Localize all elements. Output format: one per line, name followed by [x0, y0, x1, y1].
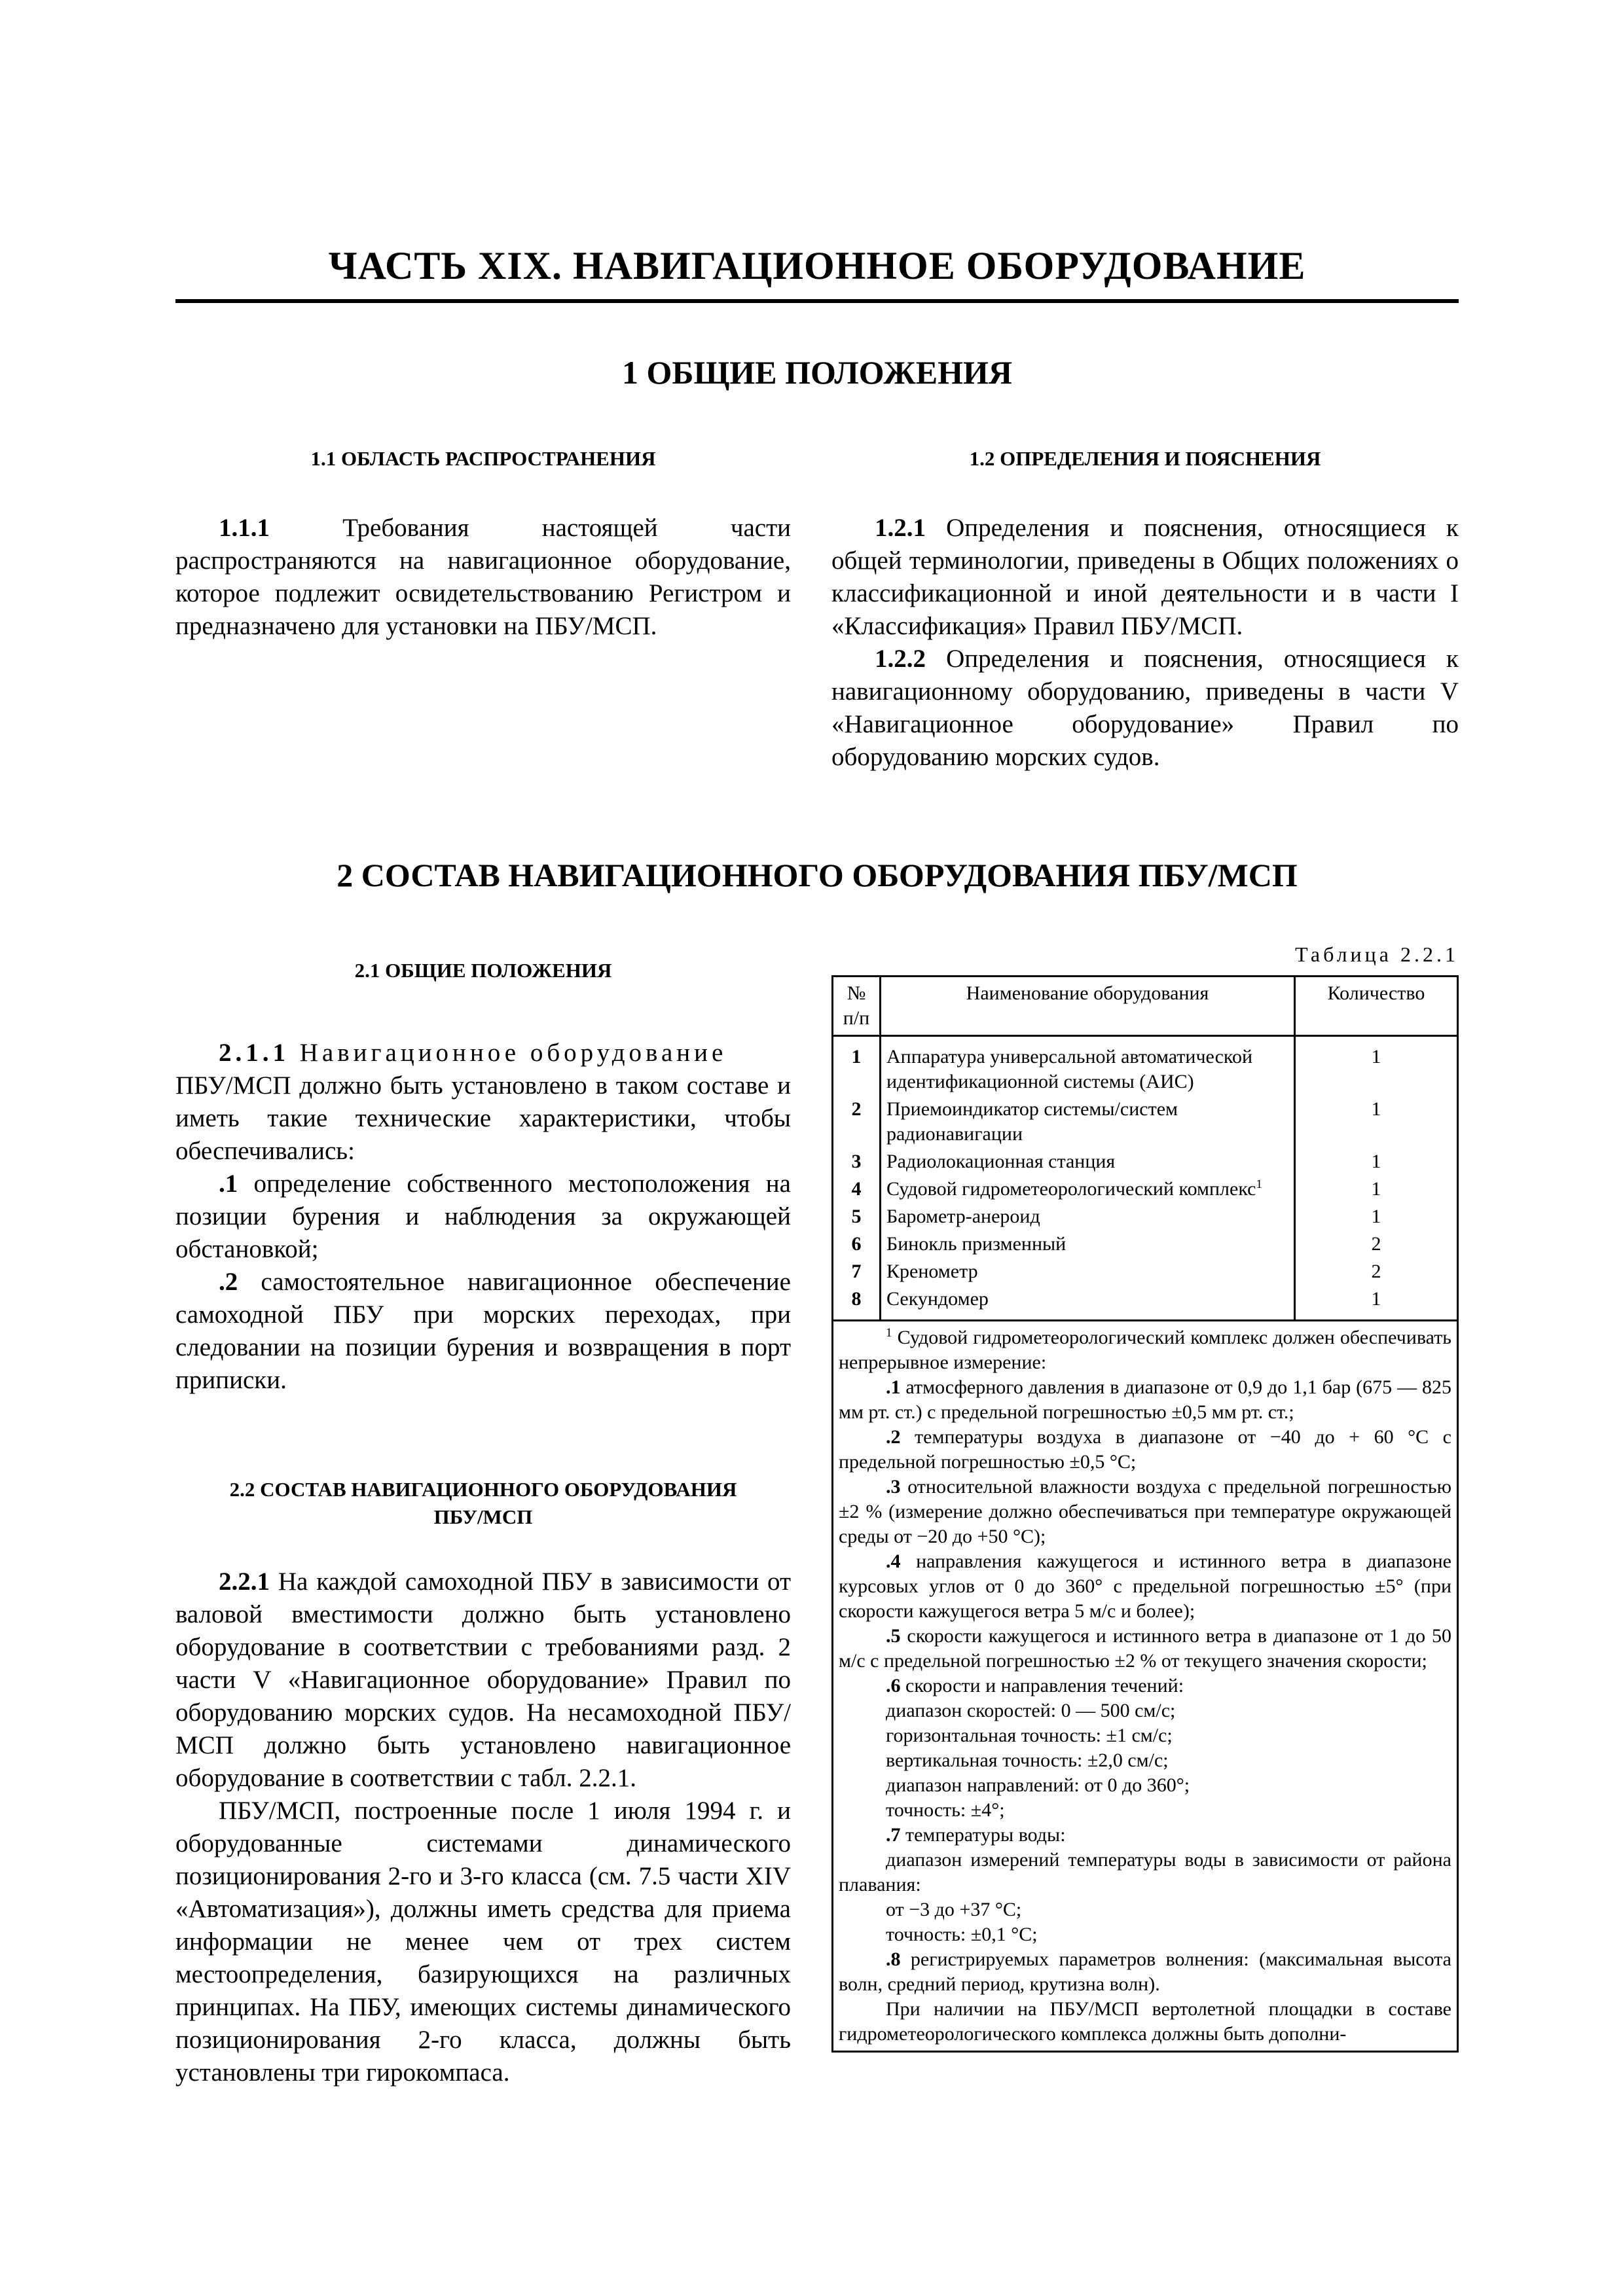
paragraph-text: Требования настоящей части распространяются на навигационное оборудование, которое подлежит освидетельствованию Регистром и предназначено для установки на ПБУ/МСП. — [175, 514, 791, 640]
table-row — [833, 1258, 1458, 1285]
list-number: .4 — [886, 1551, 901, 1572]
header-number: № п/п — [833, 977, 881, 1036]
row-number: 4 — [833, 1175, 881, 1203]
footnote-line: точность: ±4°; — [886, 1799, 1005, 1821]
list-text: атмосферного давления в диапазоне от 0,9 до 1,1 бар (675 — 825 мм рт. ст.) с предельной погрешностью ±0,5 мм рт. ст.; — [839, 1376, 1451, 1423]
list-number: .8 — [886, 1948, 901, 1970]
section-2-title: 2 СОСТАВ НАВИГАЦИОННОГО ОБОРУДОВАНИЯ ПБУ/МСП — [337, 857, 1298, 893]
paragraph-2-2-1-continued: ПБУ/МСП, построенные после 1 июля 1994 г. и оборудованные системами динамического позиционирования 2-го и 3-го класса (см. 7.5 части XIV «Автоматизация»), должны иметь средства для приема информации не менее чем от трех систем местоопределения, базирующихся на различных принципах. На ПБУ, имеющих системы динамического позиционирования 2-го класса, должны быть установлены три гирокомпаса. — [175, 1797, 791, 2087]
list-number: .1 — [219, 1170, 238, 1198]
footnote-item-6 — [839, 1674, 1451, 1698]
paragraph-1-2-1 — [831, 512, 1459, 643]
paragraph-text: На каждой самоходной ПБУ в зависимости от валовой вместимости должно быть установлено оборудование в соответствии с требованиями разд. 2 части V «Навигационное оборудование» Правил по оборудованию морских судов. На несамоходной ПБУ/МСП должно быть установлено навигационное оборудование в соответствии с табл. 2.2.1. — [175, 1568, 791, 1792]
paragraph-text: Определения и пояснения, относящиеся к навигационному оборудованию, приведены в части V «Навигационное оборудование» Правил по оборудованию морских судов. — [831, 645, 1459, 771]
paragraph-number: 2.2.1 — [219, 1568, 270, 1596]
footnote-line: горизонтальная точность: ±1 см/с; — [886, 1725, 1173, 1746]
footnote-item-1 — [839, 1375, 1451, 1425]
paragraph-number: 1.1.1 — [219, 514, 270, 542]
list-text: относительной влажности воздуха с предельной погрешностью ±2 % (измерение должно обеспечиваться при температуре окружающей среды от −20 до +50 °С); — [839, 1476, 1451, 1547]
list-number: .6 — [886, 1675, 901, 1696]
equipment-name: Радиолокационная станция — [881, 1148, 1295, 1175]
paragraph-1-1-1 — [175, 512, 791, 643]
section-2-1-column — [175, 1037, 791, 1397]
footnote-item-7 — [839, 1823, 1451, 1848]
equipment-name: Секундомер — [881, 1285, 1295, 1321]
subsection-1-2-title: 1.2 ОПРЕДЕЛЕНИЯ И ПОЯСНЕНИЯ — [969, 447, 1321, 470]
list-number: .1 — [886, 1376, 901, 1398]
subsection-2-1-title: 2.1 ОБЩИЕ ПОЛОЖЕНИЯ — [354, 959, 612, 982]
equipment-table — [831, 975, 1459, 2053]
equipment-name: Барометр-анероид — [881, 1203, 1295, 1230]
section-2-2-column — [175, 1566, 791, 2089]
table-caption: Таблица 2.2.1 — [1295, 942, 1459, 966]
subsection-2-2-title — [175, 1476, 791, 1531]
list-text: направления кажущегося и истинного ветра в диапазоне курсовых углов от 0 до 360° с предельной погрешностью ±5° (при скорости кажущегося ветра 5 м/с и более); — [839, 1551, 1451, 1622]
equipment-quantity: 1 — [1295, 1175, 1458, 1203]
list-number: .7 — [886, 1824, 901, 1846]
equipment-quantity: 2 — [1295, 1230, 1458, 1258]
row-number: 2 — [833, 1096, 881, 1148]
footnote-item-2 — [839, 1425, 1451, 1475]
header-quantity: Количество — [1295, 977, 1458, 1036]
equipment-name-text: Судовой гидрометеорологический комплекс — [886, 1178, 1256, 1200]
table-row — [833, 1285, 1458, 1321]
footnote-intro — [839, 1325, 1451, 1375]
footnote-line: диапазон измерений температуры воды в зависимости от района плавания: — [839, 1849, 1451, 1895]
table-row — [833, 1175, 1458, 1203]
equipment-quantity: 1 — [1295, 1096, 1458, 1148]
footnote-item-4 — [839, 1549, 1451, 1624]
paragraph-number: 2.1.1 — [219, 1039, 289, 1067]
subsection-2-2-title-line-1: 2.2 СОСТАВ НАВИГАЦИОННОГО ОБОРУДОВАНИЯ — [229, 1478, 737, 1501]
list-number: .2 — [219, 1268, 238, 1296]
subsection-1-1-title: 1.1 ОБЛАСТЬ РАСПРОСТРАНЕНИЯ — [310, 447, 656, 470]
footnote-item-5 — [839, 1624, 1451, 1674]
section-1-left-column — [175, 512, 791, 643]
paragraph-text: Определения и пояснения, относящиеся к общей терминологии, приведены в Общих положениях о классификационной и иной деятельности и в части I «Классификация» Правил ПБУ/МСП. — [831, 514, 1459, 640]
header-equipment-name: Наименование оборудования — [881, 977, 1295, 1036]
footnote-line: вертикальная точность: ±2,0 см/с; — [886, 1749, 1169, 1771]
equipment-name — [881, 1175, 1295, 1203]
footnote-marker: 1 — [886, 1326, 892, 1340]
paragraph-number: 1.2.2 — [875, 645, 926, 673]
paragraph-2-1-1 — [175, 1037, 791, 1069]
list-text: температуры воды: — [900, 1824, 1066, 1846]
footnote-item-8 — [839, 1947, 1451, 1997]
equipment-table-block — [831, 975, 1459, 2053]
equipment-name: Бинокль призменный — [881, 1230, 1295, 1258]
equipment-quantity: 1 — [1295, 1285, 1458, 1321]
list-text: скорости и направления течений: — [900, 1675, 1184, 1696]
list-text: определение собственного местоположения на позиции бурения и наблюдения за окружающей обстановкой; — [175, 1170, 791, 1263]
paragraph-lead: Навигационное оборудование — [289, 1039, 727, 1067]
table-row — [833, 1203, 1458, 1230]
footnote-line: точность: ±0,1 °С; — [886, 1924, 1038, 1945]
row-number: 7 — [833, 1258, 881, 1285]
row-number: 5 — [833, 1203, 881, 1230]
section-1-title: 1 ОБЩИЕ ПОЛОЖЕНИЯ — [622, 354, 1012, 391]
table-row — [833, 1096, 1458, 1148]
table-row — [833, 1036, 1458, 1096]
footnote-last-paragraph: При наличии на ПБУ/МСП вертолетной площадки в составе гидрометеорологического комплекса должны быть дополни- — [839, 1998, 1451, 2045]
paragraph-number: 1.2.1 — [875, 514, 926, 542]
footnote-line: диапазон скоростей: 0 — 500 см/с; — [886, 1700, 1176, 1721]
table-footnote — [833, 1321, 1458, 2052]
list-item-2 — [175, 1266, 791, 1397]
footnote-marker: 1 — [1256, 1177, 1262, 1191]
subsection-2-2-title-line-2: ПБУ/МСП — [433, 1505, 533, 1528]
equipment-quantity: 1 — [1295, 1148, 1458, 1175]
footnote-line: от −3 до +37 °С; — [886, 1899, 1022, 1920]
paragraph-2-1-1-body: ПБУ/МСП должно быть установлено в таком составе и иметь такие технические характеристики, чтобы обеспечивались: — [175, 1071, 791, 1165]
row-number: 8 — [833, 1285, 881, 1321]
footnote-line: диапазон направлений: от 0 до 360°; — [886, 1774, 1190, 1796]
paragraph-1-2-2 — [831, 643, 1459, 774]
table-header-row — [833, 977, 1458, 1036]
table-footnote-row — [833, 1321, 1458, 2052]
equipment-name: Приемоиндикатор системы/систем радионавигации — [881, 1096, 1295, 1148]
section-1-right-column — [831, 512, 1459, 774]
list-number: .3 — [886, 1476, 901, 1498]
part-title-rule — [175, 299, 1459, 303]
footnote-text: Судовой гидрометеорологический комплекс должен обеспечивать непрерывное измерение: — [839, 1327, 1451, 1373]
row-number: 6 — [833, 1230, 881, 1258]
row-number: 3 — [833, 1148, 881, 1175]
equipment-quantity: 1 — [1295, 1203, 1458, 1230]
table-row — [833, 1230, 1458, 1258]
equipment-name: Кренометр — [881, 1258, 1295, 1285]
equipment-name: Аппаратура универсальной автоматической идентификационной системы (АИС) — [881, 1036, 1295, 1096]
footnote-item-3 — [839, 1475, 1451, 1549]
equipment-quantity: 2 — [1295, 1258, 1458, 1285]
row-number: 1 — [833, 1036, 881, 1096]
list-item-1 — [175, 1168, 791, 1266]
equipment-quantity: 1 — [1295, 1036, 1458, 1096]
list-number: .5 — [886, 1625, 901, 1647]
list-text: скорости кажущегося и истинного ветра в диапазоне от 1 до 50 м/с с предельной погрешностью ±2 % от текущего значения скорости; — [839, 1625, 1451, 1672]
paragraph-2-2-1 — [175, 1566, 791, 1795]
table-row — [833, 1148, 1458, 1175]
list-text: регистрируемых параметров волнения: (максимальная высота волн, средний период, крутизна волн). — [839, 1948, 1451, 1995]
list-text: самостоятельное навигационное обеспечение самоходной ПБУ при морских переходах, при следовании на позиции бурения и возвращения в порт приписки. — [175, 1268, 791, 1394]
part-title: ЧАСТЬ XIX. НАВИГАЦИОННОЕ ОБОРУДОВАНИЕ — [328, 244, 1306, 287]
list-text: температуры воздуха в диапазоне от −40 до + 60 °С с предельной погрешностью ±0,5 °С; — [839, 1426, 1451, 1473]
list-number: .2 — [886, 1426, 901, 1448]
